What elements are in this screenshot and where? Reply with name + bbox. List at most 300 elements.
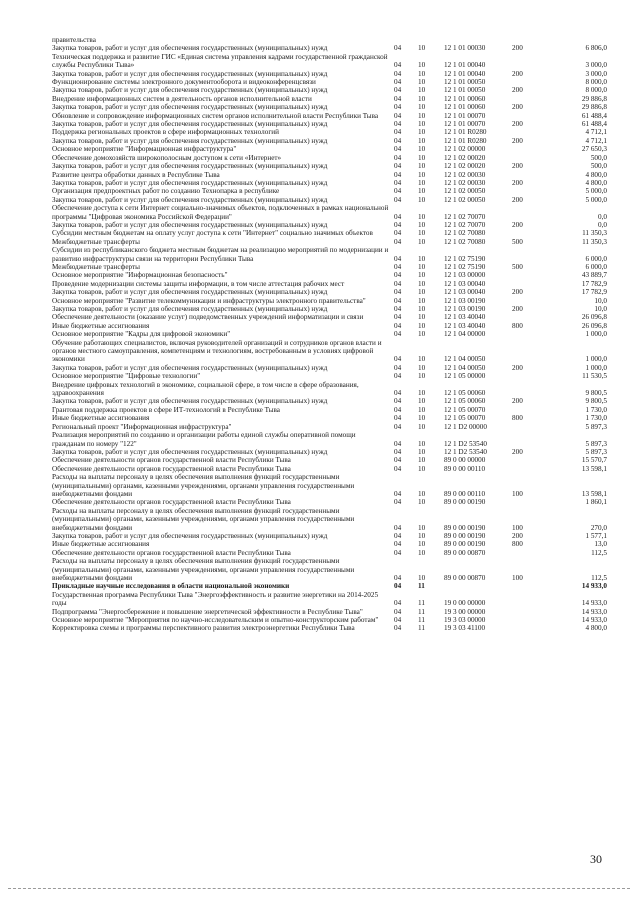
- row-section: 04: [394, 624, 402, 633]
- row-name: Обеспечение домохозяйств широкополосным доступом к сети «Интернет»: [52, 153, 282, 162]
- row-target-article: 12 1 01 R0280: [444, 128, 487, 137]
- footer-divider: [8, 888, 630, 889]
- row-name: Закупка товаров, работ и услуг для обеспечения государственных (муниципальных) нужд: [52, 44, 328, 53]
- row-amount: 8 000,0: [585, 86, 607, 95]
- row-target-article: 12 1 02 00020: [444, 153, 486, 162]
- table-row: [52, 532, 607, 540]
- row-amount: 15 570,7: [581, 456, 607, 465]
- row-subsection: 10: [418, 145, 426, 154]
- row-expense-type: 500: [512, 262, 523, 271]
- row-section: 04: [394, 447, 402, 456]
- row-amount: 61 488,4: [581, 111, 607, 120]
- row-section: 04: [394, 212, 402, 221]
- row-target-article: 12 1 D2 53540: [444, 447, 487, 456]
- row-amount: 10,0: [594, 296, 607, 305]
- row-target-article: 12 1 02 70070: [444, 212, 486, 221]
- row-target-article: 89 0 00 00190: [444, 523, 486, 532]
- row-target-article: 89 0 00 00190: [444, 498, 486, 507]
- row-target-article: 89 0 00 00110: [444, 489, 486, 498]
- row-expense-type: 200: [512, 103, 523, 112]
- row-subsection: 11: [418, 582, 425, 591]
- row-subsection: 10: [418, 389, 426, 398]
- row-target-article: 89 0 00 00110: [444, 464, 486, 473]
- row-section: 04: [394, 195, 402, 204]
- row-name: Межбюджетные трансферты: [52, 237, 140, 246]
- row-expense-type: 800: [512, 321, 523, 330]
- row-expense-type: 100: [512, 574, 523, 582]
- row-amount: 1 000,0: [585, 355, 607, 364]
- row-name: Закупка товаров, работ и услуг для обеспечения государственных (муниципальных) нужд: [52, 288, 328, 297]
- row-section: 04: [394, 405, 402, 414]
- row-expense-type: 200: [512, 86, 523, 95]
- row-section: 04: [394, 111, 402, 120]
- row-expense-type: 500: [512, 237, 523, 246]
- row-amount: 26 096,8: [581, 321, 607, 330]
- row-target-article: 12 1 02 00000: [444, 145, 486, 154]
- row-target-article: 12 1 03 40040: [444, 321, 486, 330]
- row-subsection: 10: [418, 439, 426, 448]
- row-target-article: 12 1 01 00060: [444, 94, 486, 103]
- row-name: Внедрение информационных систем в деятельность органов исполнительной власти: [52, 94, 312, 103]
- row-subsection: 10: [418, 69, 426, 78]
- row-name: Закупка товаров, работ и услуг для обеспечения государственных (муниципальных) нужд: [52, 397, 328, 406]
- row-section: 04: [394, 128, 402, 137]
- row-subsection: 10: [418, 355, 426, 364]
- row-expense-type: 100: [512, 489, 523, 498]
- row-section: 04: [394, 498, 402, 507]
- row-target-article: 12 1 03 40040: [444, 313, 486, 322]
- row-subsection: 10: [418, 153, 426, 162]
- row-amount: 11 530,5: [582, 372, 607, 381]
- row-name: Прикладные научные исследования в области национальной экономики: [52, 582, 290, 591]
- row-subsection: 10: [418, 86, 426, 95]
- row-subsection: 10: [418, 254, 426, 263]
- row-amount: 43 889,7: [581, 271, 607, 280]
- row-subsection: 10: [418, 531, 426, 540]
- row-subsection: 10: [418, 498, 426, 507]
- row-subsection: 10: [418, 44, 426, 53]
- row-target-article: 89 0 00 00870: [444, 548, 486, 557]
- row-section: 04: [394, 489, 402, 498]
- row-section: 04: [394, 355, 402, 364]
- row-subsection: 10: [418, 78, 426, 87]
- row-section: 04: [394, 321, 402, 330]
- row-amount: 4 712,1: [585, 136, 607, 145]
- row-expense-type: 200: [512, 69, 523, 78]
- row-name: Закупка товаров, работ и услуг для обеспечения государственных (муниципальных) нужд: [52, 195, 328, 204]
- row-name: Региональный проект "Информационная инфраструктура": [52, 422, 232, 431]
- table-row: [52, 549, 607, 557]
- row-subsection: 10: [418, 195, 426, 204]
- row-subsection: 10: [418, 229, 426, 238]
- row-name: Закупка товаров, работ и услуг для обеспечения государственных (муниципальных) нужд: [52, 447, 328, 456]
- row-amount: 9 800,5: [585, 397, 607, 406]
- row-target-article: 19 3 00 00000: [444, 607, 486, 616]
- row-target-article: 89 0 00 00000: [444, 456, 486, 465]
- row-subsection: 10: [418, 162, 426, 171]
- table-row: [52, 78, 607, 86]
- table-row: [52, 246, 607, 263]
- row-section: 04: [394, 262, 402, 271]
- table-row: [52, 112, 607, 120]
- row-expense-type: 200: [512, 162, 523, 171]
- row-target-article: 12 1 05 00000: [444, 372, 486, 381]
- row-name: Иные бюджетные ассигнования: [52, 321, 150, 330]
- row-amount: 112,5: [591, 548, 607, 557]
- row-amount: 6 000,0: [585, 254, 607, 263]
- row-name: Иные бюджетные ассигнования: [52, 414, 150, 423]
- row-name: Закупка товаров, работ и услуг для обеспечения государственных (муниципальных) нужд: [52, 69, 328, 78]
- row-section: 04: [394, 363, 402, 372]
- row-subsection: 10: [418, 330, 426, 339]
- row-target-article: 12 1 01 00040: [444, 61, 486, 70]
- row-target-article: 89 0 00 00870: [444, 574, 486, 582]
- row-amount: 1 730,0: [585, 405, 607, 414]
- row-name: Основное мероприятие "Цифровые технологии": [52, 372, 201, 381]
- row-amount: 11 350,3: [582, 237, 607, 246]
- row-target-article: 19 3 03 00000: [444, 616, 486, 625]
- table-row: [52, 288, 607, 296]
- table-row: [52, 423, 607, 431]
- row-name: Развитие центра обработки данных в Республике Тыва: [52, 170, 220, 179]
- table-row: [52, 498, 607, 506]
- row-amount: 6 000,0: [585, 262, 607, 271]
- row-name: Поддержка региональных проектов в сфере информационных технологий: [52, 128, 279, 137]
- row-amount: 3 000,0: [585, 61, 607, 70]
- row-section: 04: [394, 78, 402, 87]
- budget-page: [52, 36, 607, 633]
- row-section: 04: [394, 439, 402, 448]
- row-name: Межбюджетные трансферты: [52, 262, 140, 271]
- row-section: 04: [394, 178, 402, 187]
- row-name: Функционирование системы электронного документооборота и видеоконференцсвязи: [52, 78, 316, 87]
- row-amount: 29 886,8: [581, 103, 607, 112]
- row-expense-type: 100: [512, 523, 523, 532]
- row-amount: 0,0: [598, 220, 607, 229]
- row-target-article: 12 1 02 00030: [444, 170, 486, 179]
- row-subsection: 10: [418, 170, 426, 179]
- row-name: Проведение модернизации системы защиты информации, в том числе аттестация рабочих мест: [52, 279, 345, 288]
- row-amount: 27 650,3: [581, 145, 607, 154]
- row-amount: 5 897,3: [585, 447, 607, 456]
- row-section: 04: [394, 279, 402, 288]
- row-target-article: 12 1 01 00040: [444, 69, 486, 78]
- row-expense-type: 200: [512, 531, 523, 540]
- table-row: [52, 128, 607, 136]
- row-target-article: 12 1 02 70080: [444, 229, 486, 238]
- row-subsection: 10: [418, 103, 426, 112]
- table-row: [52, 465, 607, 473]
- row-subsection: 10: [418, 313, 426, 322]
- row-subsection: 10: [418, 136, 426, 145]
- row-section: 04: [394, 574, 402, 582]
- row-name: Закупка товаров, работ и услуг для обеспечения государственных (муниципальных) нужд: [52, 531, 328, 540]
- table-row: [52, 313, 607, 321]
- row-target-article: 12 1 04 00050: [444, 363, 486, 372]
- row-target-article: 12 1 01 00070: [444, 120, 486, 129]
- table-row: [52, 364, 607, 372]
- row-target-article: 12 1 03 00040: [444, 279, 486, 288]
- row-target-article: 12 1 02 75190: [444, 262, 486, 271]
- row-section: 04: [394, 607, 402, 616]
- row-target-article: 12 1 01 00060: [444, 103, 486, 112]
- row-name: Закупка товаров, работ и услуг для обеспечения государственных (муниципальных) нужд: [52, 120, 328, 129]
- table-row: [52, 322, 607, 330]
- row-name: Обеспечение деятельности (оказание услуг) подведомственных учреждений информатизации и связи: [52, 313, 364, 322]
- row-subsection: 10: [418, 187, 426, 196]
- row-section: 04: [394, 523, 402, 532]
- row-target-article: 12 1 05 00060: [444, 397, 486, 406]
- table-row: [52, 221, 607, 229]
- row-subsection: 10: [418, 447, 426, 456]
- row-target-article: 12 1 D2 53540: [444, 439, 487, 448]
- row-name: Субсидии из республиканского бюджета местным бюджетам на реализацию мероприятий по модернизации и развитию инфраструктуры связи на территории Республики Тыва: [52, 246, 389, 263]
- table-row: [52, 608, 607, 616]
- row-name: Обновление и сопровождение информационных систем органов исполнительной власти Республики Тыва: [52, 111, 379, 120]
- row-section: 04: [394, 103, 402, 112]
- table-row: [52, 280, 607, 288]
- row-subsection: 10: [418, 456, 426, 465]
- row-section: 04: [394, 94, 402, 103]
- row-subsection: 10: [418, 397, 426, 406]
- row-target-article: 19 3 03 41100: [444, 624, 486, 633]
- row-amount: 26 096,8: [581, 313, 607, 322]
- row-name: Обеспечение деятельности органов государственной власти Республики Тыва: [52, 456, 291, 465]
- row-amount: 11 350,3: [582, 229, 607, 238]
- table-row: [52, 86, 607, 94]
- table-row: [52, 448, 607, 456]
- row-amount: 61 488,4: [581, 120, 607, 129]
- row-amount: 500,0: [590, 162, 607, 171]
- row-section: 04: [394, 61, 402, 70]
- row-expense-type: 200: [512, 397, 523, 406]
- row-name: Закупка товаров, работ и услуг для обеспечения государственных (муниципальных) нужд: [52, 363, 328, 372]
- row-amount: 13 598,1: [581, 489, 607, 498]
- row-section: 04: [394, 153, 402, 162]
- row-amount: 9 800,5: [585, 389, 607, 398]
- row-name: Закупка товаров, работ и услуг для обеспечения государственных (муниципальных) нужд: [52, 136, 328, 145]
- row-section: 04: [394, 540, 402, 549]
- row-section: 04: [394, 414, 402, 423]
- row-expense-type: 200: [512, 195, 523, 204]
- row-subsection: 10: [418, 288, 426, 297]
- row-subsection: 10: [418, 120, 426, 129]
- table-row: [52, 187, 607, 195]
- row-subsection: 10: [418, 548, 426, 557]
- row-name: Обеспечение доступа к сети Интернет социально-значимых объектов, подключенных в рамках национальной программы "Цифровая экономика Российской Федерации": [52, 204, 389, 221]
- row-target-article: 12 1 01 00050: [444, 86, 486, 95]
- table-row: [52, 297, 607, 305]
- row-amount: 1 000,0: [585, 363, 607, 372]
- row-section: 04: [394, 254, 402, 263]
- row-subsection: 11: [418, 607, 425, 616]
- table-row: [52, 591, 607, 608]
- row-name: Иные бюджетные ассигнования: [52, 540, 150, 549]
- table-row: [52, 271, 607, 279]
- row-section: 04: [394, 220, 402, 229]
- row-section: 04: [394, 531, 402, 540]
- row-expense-type: 200: [512, 120, 523, 129]
- row-target-article: 12 1 03 00190: [444, 305, 486, 313]
- row-subsection: 10: [418, 296, 426, 305]
- row-target-article: 12 1 04 00050: [444, 355, 486, 364]
- table-row: [52, 582, 607, 590]
- row-amount: 4 712,1: [585, 128, 607, 137]
- row-amount: 5 000,0: [585, 195, 607, 204]
- row-section: 04: [394, 44, 402, 53]
- row-target-article: 12 1 02 00030: [444, 178, 486, 187]
- row-section: 04: [394, 389, 402, 398]
- row-section: 04: [394, 422, 402, 431]
- row-subsection: 10: [418, 414, 426, 423]
- row-target-article: 89 0 00 00190: [444, 531, 486, 540]
- row-subsection: 10: [418, 237, 426, 246]
- row-amount: 1 577,1: [585, 531, 607, 540]
- row-expense-type: 200: [512, 288, 523, 297]
- row-expense-type: 200: [512, 178, 523, 187]
- table-row: [52, 204, 607, 221]
- row-subsection: 10: [418, 574, 426, 582]
- row-amount: 4 800,0: [585, 624, 607, 633]
- row-subsection: 10: [418, 305, 426, 313]
- row-expense-type: 200: [512, 220, 523, 229]
- row-amount: 6 806,0: [585, 44, 607, 53]
- row-name: Закупка товаров, работ и услуг для обеспечения государственных (муниципальных) нужд: [52, 305, 328, 313]
- row-subsection: 10: [418, 262, 426, 271]
- table-row: [52, 229, 607, 237]
- row-name: Расходы на выплаты персоналу в целях обеспечения выполнения функций государственными (муниципальными) органами, казенными учреждениями, органами управления государственными внебюджетными фондами: [52, 557, 355, 582]
- table-row: [52, 507, 607, 532]
- row-name: Основное мероприятие "Информационная безопасность": [52, 271, 228, 280]
- row-name: Обеспечение деятельности органов государственной власти Республики Тыва: [52, 548, 291, 557]
- table-row: [52, 154, 607, 162]
- row-amount: 17 782,9: [581, 288, 607, 297]
- row-subsection: 10: [418, 405, 426, 414]
- row-amount: 4 800,0: [585, 178, 607, 187]
- row-amount: 14 933,0: [581, 607, 607, 616]
- row-amount: 8 000,0: [585, 78, 607, 87]
- row-subsection: 10: [418, 94, 426, 103]
- row-subsection: 10: [418, 220, 426, 229]
- table-row: [52, 540, 607, 548]
- row-name: Закупка товаров, работ и услуг для обеспечения государственных (муниципальных) нужд: [52, 86, 328, 95]
- row-amount: 29 886,8: [581, 94, 607, 103]
- row-amount: 13,0: [594, 540, 607, 549]
- row-amount: 1 860,1: [585, 498, 607, 507]
- row-section: 04: [394, 86, 402, 95]
- row-amount: 500,0: [590, 153, 607, 162]
- row-subsection: 10: [418, 363, 426, 372]
- row-target-article: 12 1 02 75190: [444, 254, 486, 263]
- row-section: 04: [394, 229, 402, 238]
- table-row: [52, 238, 607, 246]
- row-name: Государственная программа Республики Тыва "Энергоэффективность и развитие энергетики на 2014-2025 годы: [52, 590, 379, 608]
- row-amount: 14 933,0: [581, 616, 607, 625]
- row-amount: 14 933,0: [581, 599, 607, 608]
- row-amount: 1 000,0: [585, 330, 607, 339]
- table-row: [52, 196, 607, 204]
- table-row: [52, 53, 607, 70]
- row-name: Грантовая поддержка проектов в сфере ИТ-технологий в Республике Тыва: [52, 405, 280, 414]
- row-name: Основное мероприятие "Развитие телекоммуникации и инфраструктуры электронного правительства": [52, 296, 366, 305]
- table-row: [52, 171, 607, 179]
- table-row: [52, 616, 607, 624]
- row-expense-type: 200: [512, 447, 523, 456]
- row-expense-type: 800: [512, 414, 523, 423]
- row-amount: 4 800,0: [585, 170, 607, 179]
- row-expense-type: 200: [512, 363, 523, 372]
- row-name: Субсидии местным бюджетам на оплату услуг доступа к сети "Интернет" социально значимых объектов: [52, 229, 373, 238]
- row-section: 04: [394, 145, 402, 154]
- table-row: [52, 431, 607, 448]
- table-row: [52, 36, 607, 44]
- table-row: [52, 120, 607, 128]
- table-row: [52, 397, 607, 405]
- row-name: Расходы на выплаты персоналу в целях обеспечения выполнения функций государственными (муниципальными) органами, казенными учреждениями, органами управления государственными внебюджетными фондами: [52, 506, 355, 532]
- row-subsection: 10: [418, 372, 426, 381]
- row-section: 04: [394, 120, 402, 129]
- row-subsection: 10: [418, 279, 426, 288]
- table-row: [52, 305, 607, 313]
- row-section: 04: [394, 271, 402, 280]
- table-row: [52, 414, 607, 422]
- row-name: Корректировка схемы и программы перспективного развития электроэнергетики Республики Тыва: [52, 624, 355, 633]
- row-name: Внедрение цифровых технологий в экономике, социальной сфере, в том числе в сфере образования, здравоохранения: [52, 380, 359, 398]
- row-section: 04: [394, 288, 402, 297]
- row-subsection: 11: [418, 599, 425, 608]
- row-target-article: 12 1 01 R0280: [444, 136, 487, 145]
- row-section: 04: [394, 313, 402, 322]
- budget-table: [52, 36, 607, 633]
- row-section: 04: [394, 305, 402, 313]
- row-name: Основное мероприятие "Мероприятия по научно-исследовательским и опытно-конструкторским работам": [52, 616, 379, 625]
- row-target-article: 12 1 01 00050: [444, 78, 486, 87]
- row-amount: 17 782,9: [581, 279, 607, 288]
- row-target-article: 12 1 03 00040: [444, 288, 486, 297]
- row-target-article: 12 1 05 00070: [444, 414, 486, 423]
- row-subsection: 10: [418, 422, 426, 431]
- row-name: Закупка товаров, работ и услуг для обеспечения государственных (муниципальных) нужд: [52, 162, 328, 171]
- table-row: [52, 162, 607, 170]
- row-amount: 10,0: [594, 305, 607, 313]
- row-expense-type: 200: [512, 44, 523, 53]
- row-section: 04: [394, 456, 402, 465]
- row-expense-type: 200: [512, 305, 523, 313]
- row-name: Основное мероприятие "Кадры для цифровой экономики": [52, 330, 231, 339]
- row-target-article: 12 1 03 00000: [444, 271, 486, 280]
- row-section: 04: [394, 136, 402, 145]
- row-name: Обучение работающих специалистов, включая руководителей организаций и сотрудников органов власти и органов местного самоуправления, компетенциям и технологиям, востребованным в условиях цифровой экономики: [52, 338, 382, 364]
- row-name: Расходы на выплаты персоналу в целях обеспечения выполнения функций государственными (муниципальными) органами, казенными учреждениями, органами управления государственными внебюджетными фондами: [52, 473, 355, 498]
- row-amount: 3 000,0: [585, 69, 607, 78]
- table-row: [52, 339, 607, 364]
- table-row: [52, 137, 607, 145]
- row-subsection: 10: [418, 271, 426, 280]
- row-name: Обеспечение деятельности органов государственной власти Республики Тыва: [52, 498, 291, 507]
- row-target-article: 12 1 02 00020: [444, 162, 486, 171]
- row-subsection: 10: [418, 489, 426, 498]
- table-row: [52, 103, 607, 111]
- row-name: Закупка товаров, работ и услуг для обеспечения государственных (муниципальных) нужд: [52, 103, 328, 112]
- row-name: Техническая поддержка и развитие ГИС «Единая система управления кадрами государственной гражданской службы Республики Тыва»: [52, 52, 388, 70]
- table-row: [52, 179, 607, 187]
- row-section: 04: [394, 372, 402, 381]
- row-section: 04: [394, 162, 402, 171]
- row-amount: 112,5: [591, 574, 607, 582]
- row-section: 04: [394, 548, 402, 557]
- row-section: 04: [394, 582, 402, 591]
- row-name: Закупка товаров, работ и услуг для обеспечения государственных (муниципальных) нужд: [52, 178, 328, 187]
